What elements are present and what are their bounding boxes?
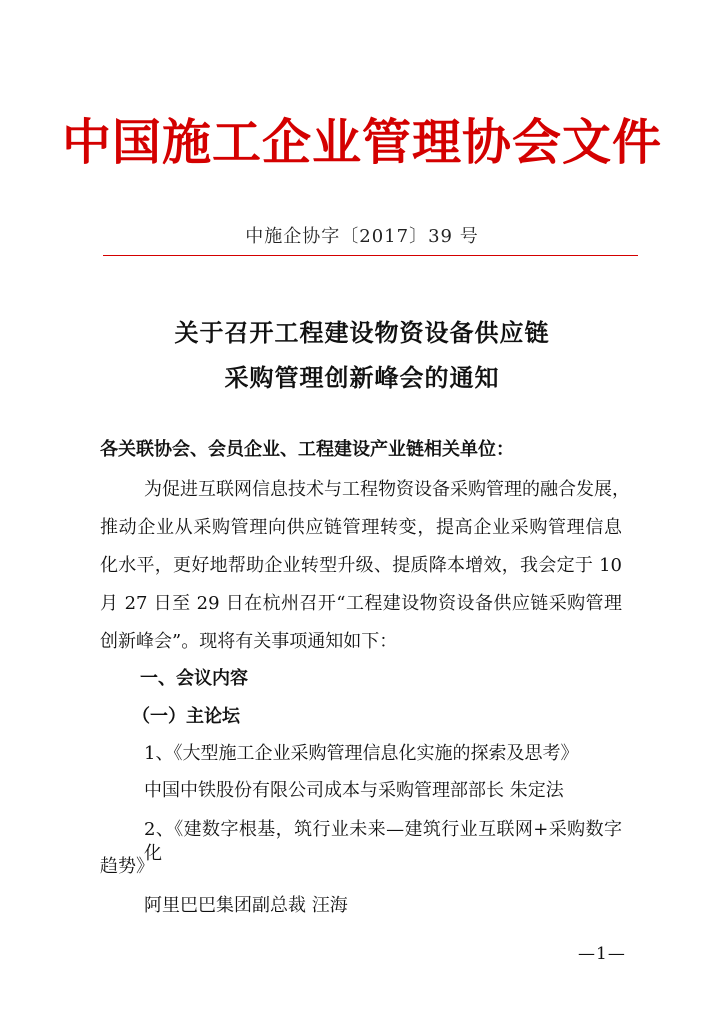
intro-paragraph-line-4: 月 27 日至 29 日在杭州召开“工程建设物资设备供应链采购管理 bbox=[100, 593, 622, 614]
salutation: 各关联协会、会员企业、工程建设产业链相关单位： bbox=[100, 439, 514, 460]
intro-paragraph-line-2: 推动企业从采购管理向供应链管理转变，提高企业采购管理信息 bbox=[100, 517, 622, 538]
forum-item-2-title-line-1: 2、《建数字根基，筑行业未来—建筑行业互联网+采购数字化 bbox=[144, 819, 622, 864]
document-number: 中施企协字〔2017〕39 号 bbox=[245, 226, 479, 247]
forum-item-1-title: 1、《大型施工企业采购管理信息化实施的探索及思考》 bbox=[144, 743, 579, 764]
forum-item-2-speaker: 阿里巴巴集团副总裁 汪海 bbox=[144, 895, 348, 916]
issuer-header-title: 中国施工企业管理协会文件 bbox=[61, 113, 662, 171]
subsection-heading-main-forum: （一）主论坛 bbox=[132, 706, 240, 727]
page-number: —1— bbox=[578, 944, 626, 964]
intro-paragraph-line-1: 为促进互联网信息技术与工程物资设备采购管理的融合发展， bbox=[144, 479, 630, 500]
intro-paragraph-line-3: 化水平，更好地帮助企业转型升级、提质降本增效，我会定于 10 bbox=[100, 555, 622, 576]
notice-title-line-2: 采购管理创新峰会的通知 bbox=[224, 363, 500, 392]
red-divider-line bbox=[103, 255, 638, 256]
notice-title-line-1: 关于召开工程建设物资设备供应链 bbox=[174, 318, 550, 347]
intro-paragraph-line-5: 创新峰会”。现将有关事项通知如下： bbox=[100, 631, 398, 652]
forum-item-2-title-line-2: 趋势》 bbox=[100, 856, 154, 877]
section-heading-meeting-content: 一、会议内容 bbox=[140, 668, 248, 689]
forum-item-1-speaker: 中国中铁股份有限公司成本与采购管理部部长 朱定法 bbox=[144, 780, 564, 801]
